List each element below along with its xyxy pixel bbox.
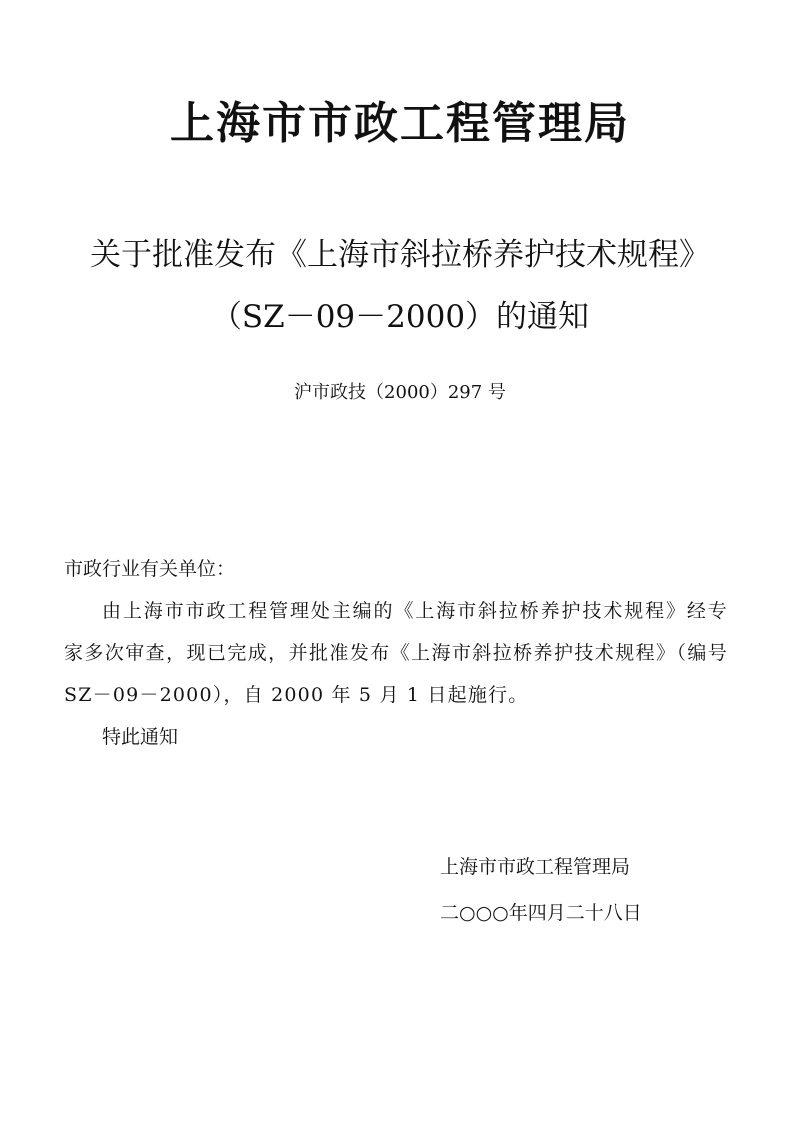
- notice-title: [0, 224, 800, 348]
- body-paragraph: 由上海市市政工程管理处主编的《上海市斜拉桥养护技术规程》经专家多次审查，现已完成，并批准发布《上海市斜拉桥养护技术规程》（编号 SZ－09－2000），自 2000 年 5 月 1 日起施行。: [64, 600, 728, 706]
- agency-title: 上海市市政工程管理局: [170, 98, 630, 149]
- issuer-name: 上海市市政工程管理局: [440, 856, 631, 878]
- issue-date: 二○○○年四月二十八日: [440, 902, 642, 924]
- addressee: 市政行业有关单位：: [64, 558, 236, 580]
- notice-body: [64, 548, 728, 758]
- notice-title-line-2: （SZ－09－2000）的通知: [210, 299, 590, 335]
- closing-phrase: 特此通知: [102, 726, 179, 748]
- notice-title-line-1: 关于批准发布《上海市斜拉桥养护技术规程》: [90, 237, 710, 273]
- signature-block: [400, 844, 700, 936]
- document-number: 沪市政技（2000）297 号: [294, 382, 506, 403]
